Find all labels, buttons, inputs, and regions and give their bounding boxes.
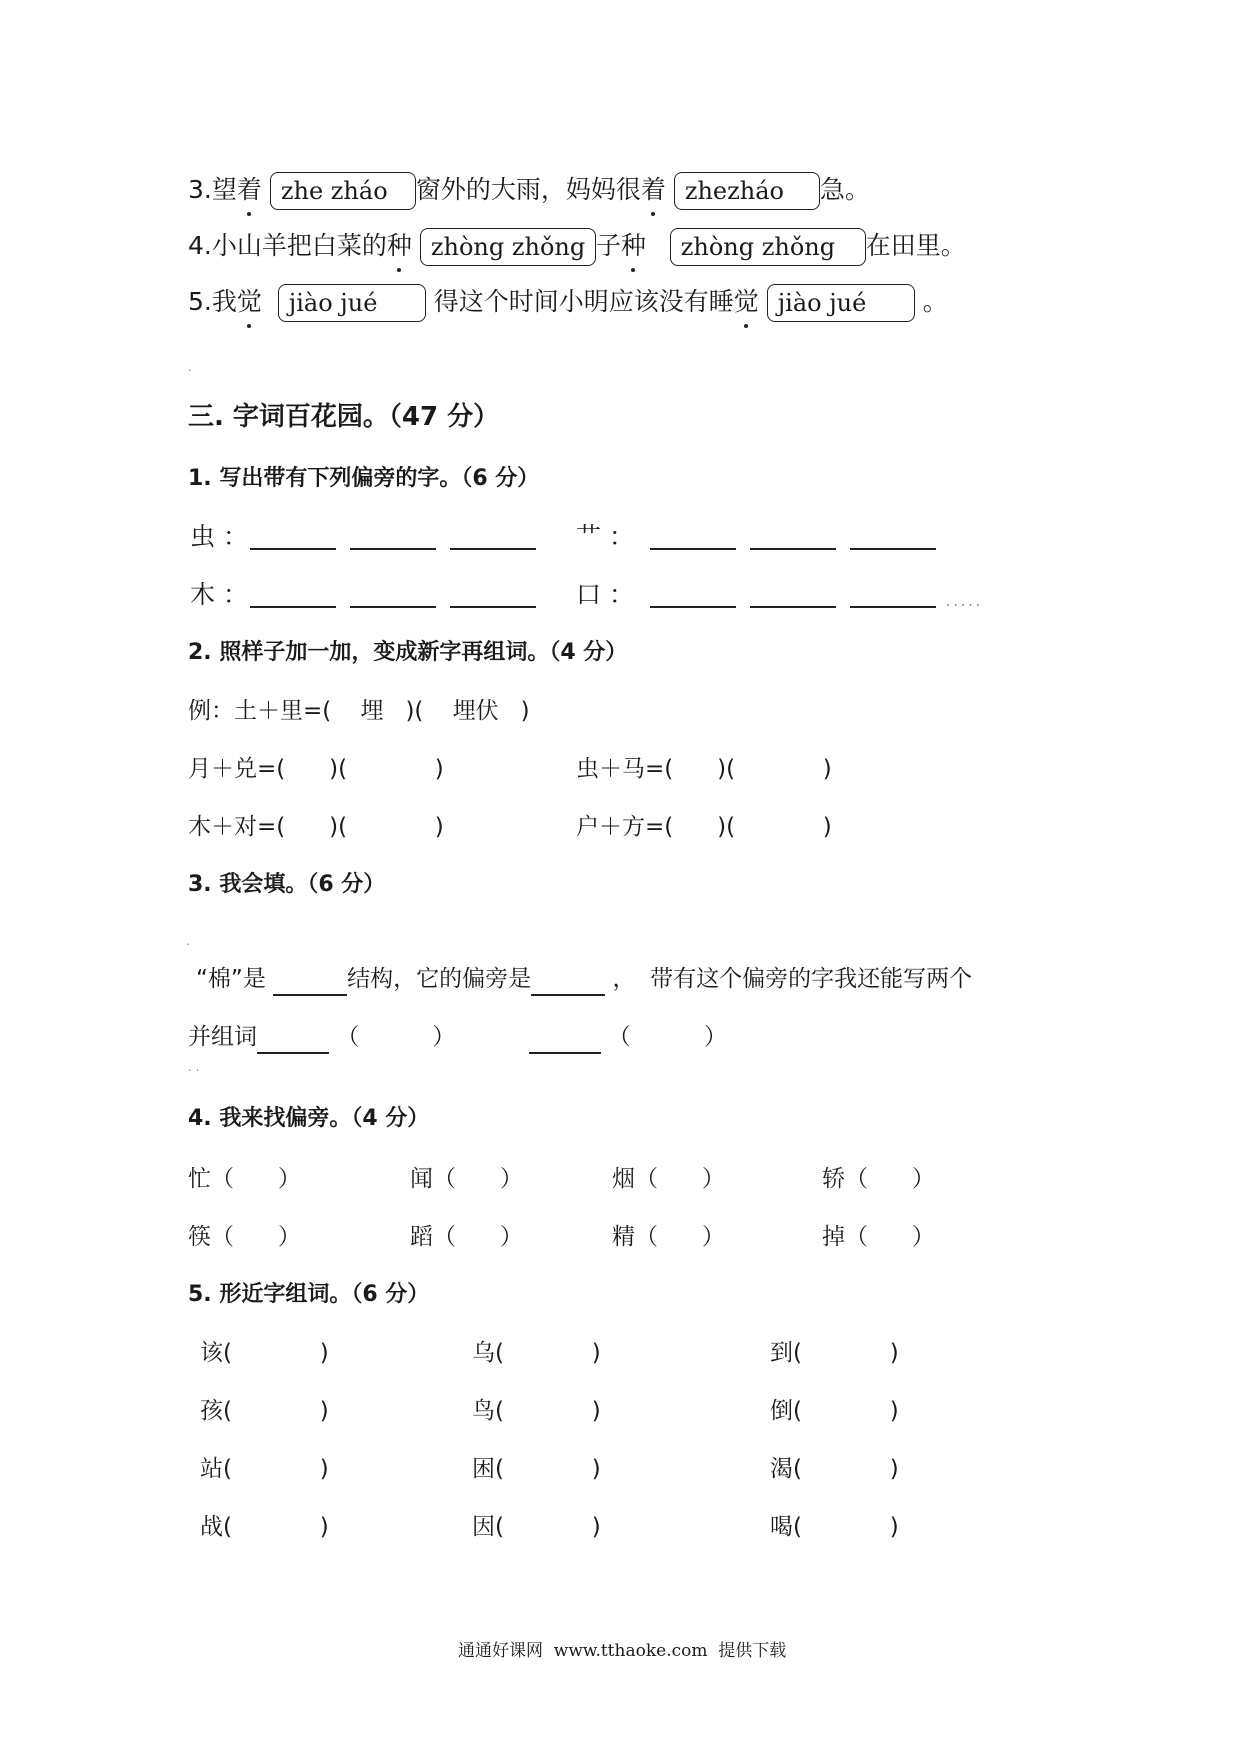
similar-char-item[interactable]: 鸟( ): [472, 1398, 601, 1424]
similar-char-item[interactable]: 孩( ): [200, 1398, 329, 1424]
radical-find-item[interactable]: 蹈（ ）: [410, 1224, 523, 1250]
similar-char-item[interactable]: 倒( ): [770, 1398, 899, 1424]
dotted-char: 种: [387, 229, 412, 263]
pinyin-item-5: 5.我觉 jiào jué 得这个时间小明应该没有睡觉 jiào jué 。: [188, 284, 948, 322]
dotted-char: 着: [237, 173, 262, 207]
pinyin-choice-box[interactable]: zhezháo: [674, 172, 820, 210]
similar-char-item[interactable]: 喝( ): [770, 1514, 899, 1540]
dotted-char: 觉: [237, 285, 262, 319]
radical-label-cao: 艹 ：: [576, 522, 634, 551]
radical-find-item[interactable]: 闻（ ）: [410, 1166, 523, 1192]
answer-blank[interactable]: [650, 548, 736, 550]
combine-item[interactable]: 月＋兑=( )( ): [188, 756, 444, 782]
answer-blank[interactable]: [850, 548, 936, 550]
pinyin-choice-box[interactable]: jiào jué: [767, 284, 915, 322]
radical-find-item[interactable]: 烟（ ）: [612, 1166, 725, 1192]
question-title-5: 5. 形近字组词。（6 分）: [188, 1282, 430, 1307]
similar-char-item[interactable]: 该( ): [200, 1340, 329, 1366]
radical-find-item[interactable]: 掉（ ）: [822, 1224, 935, 1250]
section-title: 三. 字词百花园。（47 分）: [188, 402, 500, 432]
radical-label-kou: 口 ：: [576, 580, 634, 609]
pinyin-choice-box[interactable]: zhe zháo: [270, 172, 416, 210]
dotted-char: 觉: [734, 285, 759, 319]
answer-blank[interactable]: [250, 548, 336, 550]
page-footer: 通通好课网 www.tthaoke.com 提供下载: [458, 1641, 787, 1661]
radical-label-mu: 木 ：: [190, 580, 248, 609]
scan-mark: . .: [188, 1060, 200, 1074]
similar-char-item[interactable]: 战( ): [200, 1514, 329, 1540]
similar-char-item[interactable]: 困( ): [472, 1456, 601, 1482]
similar-char-item[interactable]: 渴( ): [770, 1456, 899, 1482]
example-line: 例：土＋里=( 埋 )( 埋伏 ): [188, 698, 530, 724]
pinyin-item-4: 4.小山羊把白菜的种 zhòng zhǒng 子种 zhòng zhǒng 在田里。: [188, 228, 966, 266]
radical-find-item[interactable]: 轿（ ）: [822, 1166, 935, 1192]
pinyin-choice-box[interactable]: zhòng zhǒng: [420, 228, 596, 266]
scan-dots: .....: [946, 594, 984, 610]
radical-label-chong: 虫 ：: [190, 522, 248, 551]
question-title-1: 1. 写出带有下列偏旁的字。（6 分）: [188, 466, 540, 491]
combine-item[interactable]: 户＋方=( )( ): [576, 814, 832, 840]
pinyin-choice-box[interactable]: jiào jué: [278, 284, 426, 322]
similar-char-item[interactable]: 到( ): [770, 1340, 899, 1366]
answer-blank[interactable]: [350, 606, 436, 608]
similar-char-item[interactable]: 站( ): [200, 1456, 329, 1482]
combine-item[interactable]: 虫＋马=( )( ): [576, 756, 832, 782]
similar-char-item[interactable]: 乌( ): [472, 1340, 601, 1366]
answer-blank[interactable]: [257, 1051, 329, 1054]
radical-find-item[interactable]: 忙（ ）: [188, 1166, 301, 1192]
dotted-char: 种: [621, 229, 646, 263]
answer-blank[interactable]: [350, 548, 436, 550]
fill-line-2: 并组词 （ ） （ ）: [188, 986, 727, 1054]
dotted-char: 着: [641, 173, 666, 207]
answer-blank[interactable]: [850, 606, 936, 608]
combine-item[interactable]: 木＋对=( )( ): [188, 814, 444, 840]
example-word: 埋伏: [452, 698, 499, 724]
radical-find-item[interactable]: 筷（ ）: [188, 1224, 301, 1250]
question-title-2: 2. 照样子加一加，变成新字再组词。（4 分）: [188, 640, 628, 665]
similar-char-item[interactable]: 因( ): [472, 1514, 601, 1540]
answer-blank[interactable]: [750, 548, 836, 550]
answer-blank[interactable]: [529, 1051, 601, 1054]
answer-blank[interactable]: [650, 606, 736, 608]
scan-mark: .: [186, 934, 190, 948]
example-char: 埋: [360, 698, 384, 724]
pinyin-item-3: 3.望着 zhe zháo 窗外的大雨，妈妈很着 zhezháo 急。: [188, 172, 870, 210]
scan-mark: .: [188, 360, 192, 374]
answer-blank[interactable]: [750, 606, 836, 608]
fill-line-1: “棉”是 结构，它的偏旁是 ， 带有这个偏旁的字我还能写两个: [196, 928, 972, 996]
answer-blank[interactable]: [450, 548, 536, 550]
answer-blank[interactable]: [250, 606, 336, 608]
question-title-3: 3. 我会填。（6 分）: [188, 872, 386, 897]
question-title-4: 4. 我来找偏旁。（4 分）: [188, 1106, 430, 1131]
radical-find-item[interactable]: 精（ ）: [612, 1224, 725, 1250]
pinyin-choice-box[interactable]: zhòng zhǒng: [670, 228, 866, 266]
answer-blank[interactable]: [450, 606, 536, 608]
